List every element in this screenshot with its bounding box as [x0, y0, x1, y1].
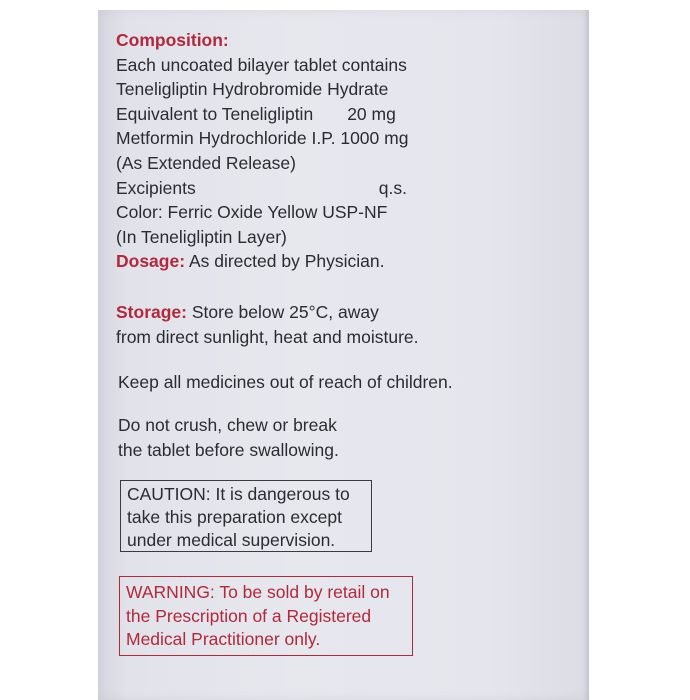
warning-box [119, 576, 413, 656]
excipients-label: Excipients [116, 177, 196, 198]
equivalent-label: Equivalent to Teneligliptin [116, 103, 314, 124]
equivalent-value: 20 mg [347, 103, 396, 124]
caution-box [120, 480, 372, 552]
storage-line-2: from direct sunlight, heat and moisture. [116, 326, 419, 347]
metformin-line: Metformin Hydrochloride I.P. 1000 mg [116, 128, 409, 149]
crush-warning-section [118, 413, 339, 462]
equivalent-line [116, 102, 408, 127]
storage-text-1: Store below 25°C, away [191, 302, 379, 322]
caution-line-2: take this preparation except [127, 507, 342, 527]
warning-line-3: Medical Practitioner only. [126, 629, 321, 649]
carton-edge-shadow [583, 10, 589, 700]
caution-line-1: CAUTION: It is dangerous to [127, 484, 350, 504]
dosage-label: Dosage: [116, 251, 186, 272]
storage-line-1 [116, 300, 419, 325]
caution-line-3: under medical supervision. [127, 530, 336, 550]
composition-line: Teneligliptin Hydrobromide Hydrate [116, 79, 389, 100]
layer-line: (In Teneligliptin Layer) [116, 226, 287, 247]
composition-line: Each uncoated bilayer tablet contains [116, 54, 407, 75]
composition-section [116, 28, 408, 274]
crush-line-1: Do not crush, chew or break [118, 415, 337, 435]
keep-away-text: Keep all medicines out of reach of children. [118, 372, 453, 392]
keep-away-section [118, 370, 453, 395]
storage-label: Storage: [116, 302, 187, 322]
warning-line-1: WARNING: To be sold by retail on [126, 582, 390, 602]
crush-line-2: the tablet before swallowing. [118, 439, 339, 460]
composition-heading: Composition: [116, 30, 229, 50]
excipients-value: q.s. [378, 177, 407, 198]
extended-release-line: (As Extended Release) [116, 152, 296, 173]
storage-section [116, 300, 419, 349]
dosage-text: As directed by Physician. [188, 251, 385, 272]
color-line: Color: Ferric Oxide Yellow USP-NF [116, 202, 388, 223]
dosage-line [116, 249, 408, 274]
excipients-line [116, 176, 408, 201]
warning-line-2: the Prescription of a Registered [126, 605, 372, 626]
